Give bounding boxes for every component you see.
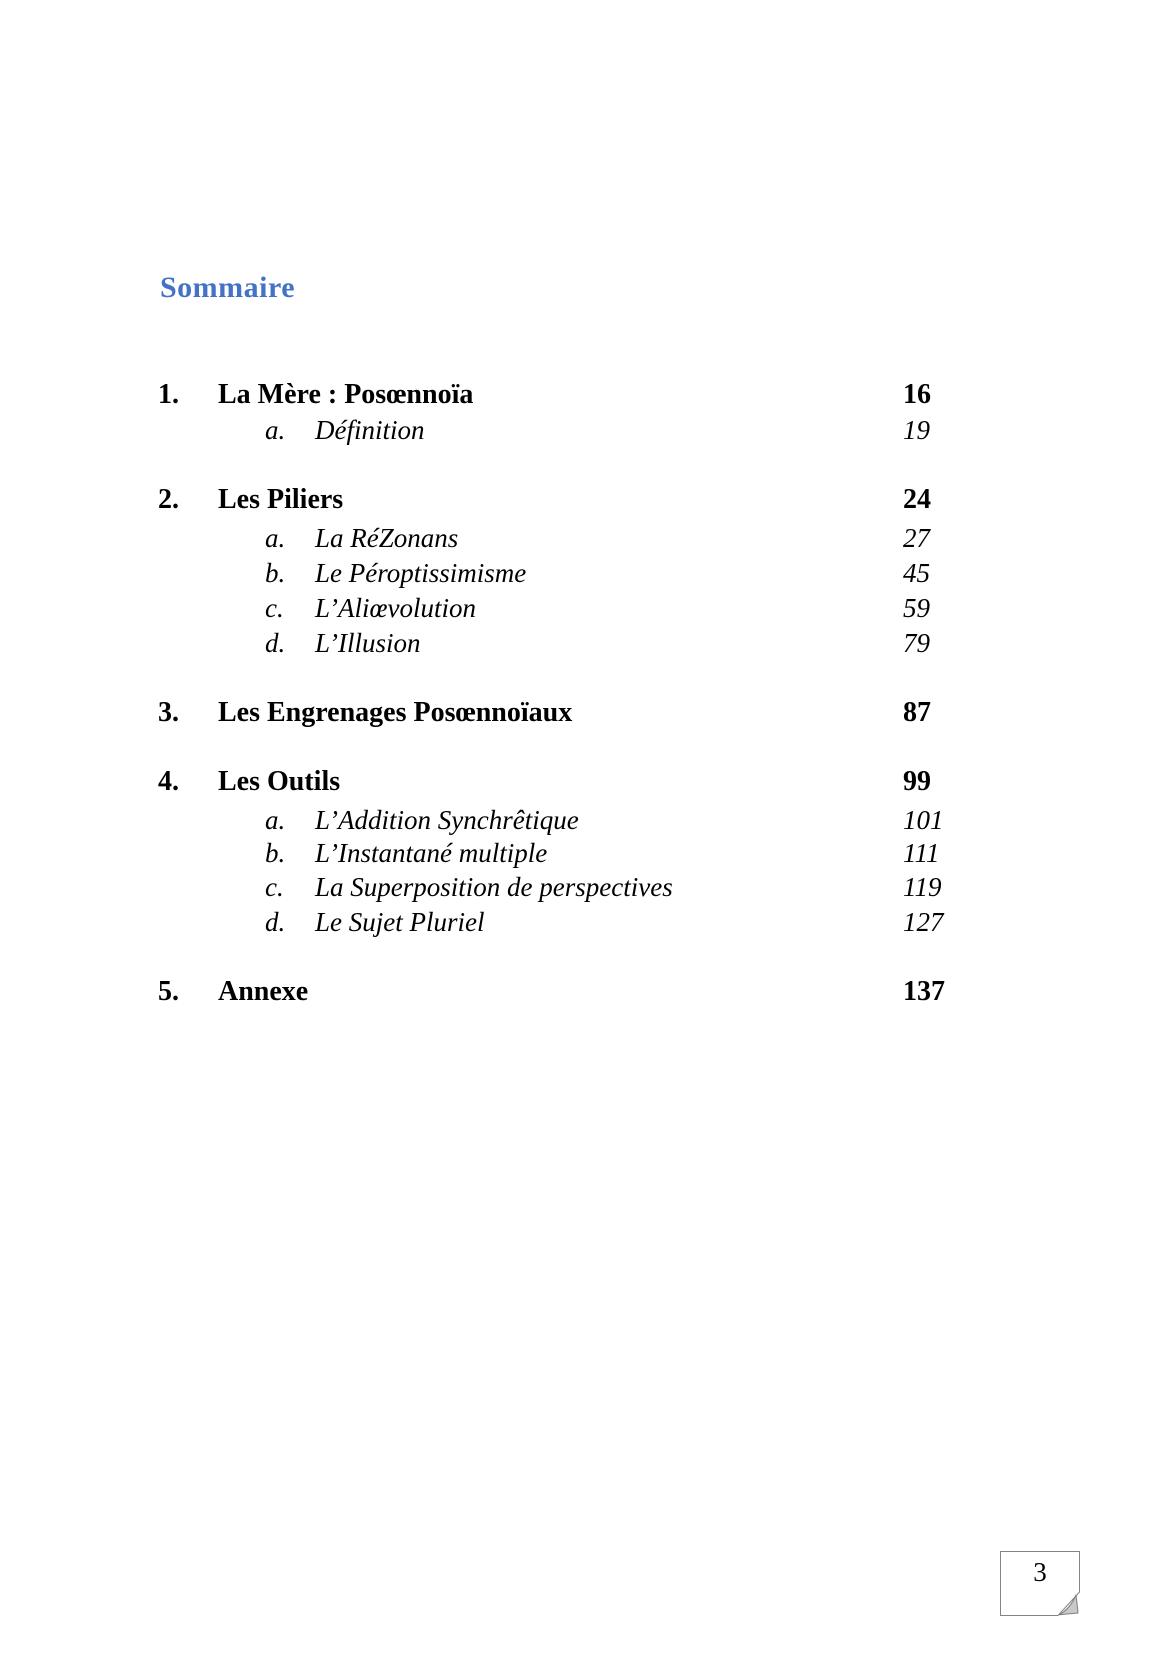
toc-entry[interactable] (158, 869, 958, 905)
toc-entry-page: 99 (903, 766, 931, 797)
toc-entry-label: Définition (315, 415, 425, 445)
toc-entry-page: 79 (903, 628, 930, 658)
toc-entry-number: c. (265, 872, 284, 902)
toc-entry[interactable] (158, 625, 958, 661)
toc-entry[interactable] (158, 764, 958, 800)
table-of-contents (158, 0, 958, 1100)
toc-entry[interactable] (158, 974, 958, 1010)
toc-entry-number: 4. (158, 766, 179, 797)
toc-entry-page: 59 (903, 593, 930, 623)
toc-entry-page: 111 (903, 838, 940, 868)
toc-entry-label: Annexe (218, 976, 309, 1007)
toc-entry-number: 3. (158, 697, 179, 728)
toc-entry[interactable] (158, 904, 958, 940)
toc-entry-label: La RéZonans (315, 523, 459, 553)
page-number-box (1000, 1551, 1080, 1616)
toc-entry-number: d. (265, 628, 286, 658)
toc-entry-page: 27 (903, 523, 930, 553)
toc-entry-page: 87 (903, 697, 931, 728)
toc-entry-page: 45 (903, 558, 930, 588)
toc-entry[interactable] (158, 520, 958, 556)
toc-entry-page: 127 (903, 907, 944, 937)
toc-entry-number: a. (265, 523, 286, 553)
toc-entry[interactable] (158, 412, 958, 448)
toc-entry-label: Les Outils (218, 766, 341, 797)
toc-entry[interactable] (158, 590, 958, 626)
toc-entry-label: Le Péroptissimisme (315, 558, 527, 588)
toc-entry-label: L’Instantané multiple (315, 838, 548, 868)
toc-entry-label: Les Engrenages Posœnnoïaux (218, 697, 573, 728)
toc-entry-page: 137 (903, 976, 945, 1007)
toc-entry-page: 119 (903, 872, 942, 902)
toc-entry-number: 1. (158, 379, 179, 410)
document-title: Sommaire (160, 271, 296, 304)
toc-entry-number: a. (265, 805, 286, 835)
toc-entry-number: d. (265, 907, 286, 937)
toc-entry[interactable] (158, 802, 958, 838)
toc-entry-label: Le Sujet Pluriel (315, 907, 485, 937)
toc-entry-number: 5. (158, 976, 179, 1007)
toc-entry[interactable] (158, 377, 958, 413)
toc-entry-label: La Superposition de perspectives (315, 872, 673, 902)
toc-entry-number: c. (265, 593, 284, 623)
toc-entry[interactable] (158, 835, 958, 871)
toc-entry-number: b. (265, 838, 286, 868)
toc-entry-label: L’Addition Synchrêtique (315, 805, 579, 835)
toc-entry-label: La Mère : Posœnnoïa (218, 379, 474, 410)
toc-entry-page: 19 (903, 415, 930, 445)
toc-entry-label: L’Illusion (315, 628, 421, 658)
toc-entry-label: Les Piliers (218, 484, 344, 515)
toc-entry-page: 24 (903, 484, 931, 515)
page-number: 3 (1033, 1557, 1047, 1587)
toc-entry-number: 2. (158, 484, 179, 515)
toc-entry-page: 16 (903, 379, 931, 410)
toc-entry-label: L’Aliœvolution (315, 593, 476, 623)
toc-entry[interactable] (158, 555, 958, 591)
toc-entry-number: b. (265, 558, 286, 588)
toc-entry-page: 101 (903, 805, 944, 835)
toc-entry[interactable] (158, 695, 958, 731)
toc-entry-number: a. (265, 415, 286, 445)
toc-entry[interactable] (158, 482, 958, 518)
